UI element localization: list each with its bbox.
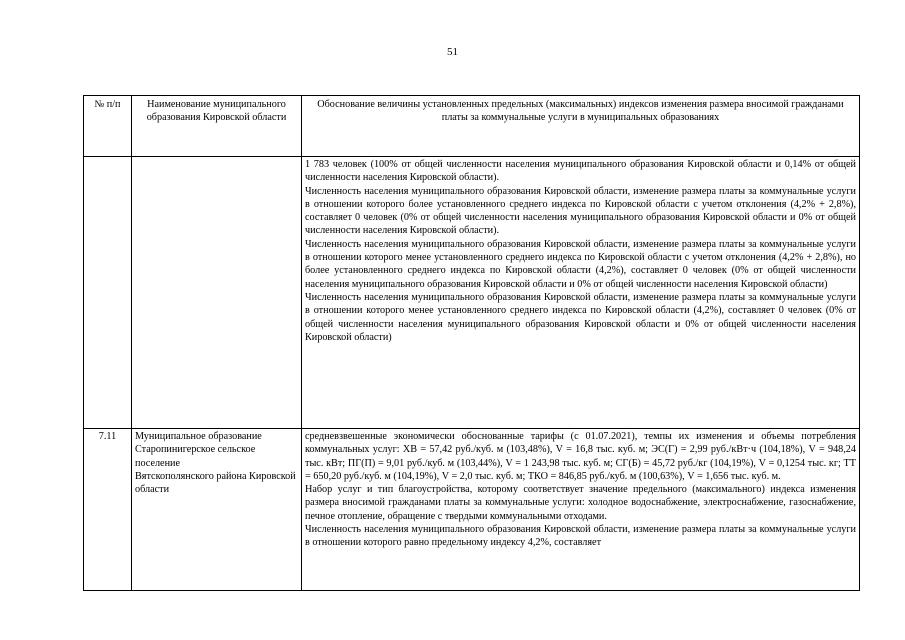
justification-cell <box>302 429 860 591</box>
header-justification: Обоснование величины установленных предельных (максимальных) индексов изменения размера вносимой гражданами платы за коммунальные услуги в муниципальных образованиях <box>302 96 860 157</box>
justification-paragraph: 1 783 человек (100% от общей численности населения муниципального образования Кировской области и 0,14% от общей численности населения Кировской области). <box>305 159 856 184</box>
row-number: 7.11 <box>84 429 132 591</box>
justification-paragraph: Численность населения муниципального образования Кировской области, изменение размера платы за коммунальные услуги в отношении которого менее установленного среднего индекса по Кировской области (4,2%), составляет 0 человек (0% от общей численности населения муниципального образования Кировской области и 0% от общей численности населения Кировской области) <box>305 291 856 343</box>
index-justification-table <box>83 95 860 591</box>
row-number <box>84 157 132 429</box>
justification-cell <box>302 157 860 429</box>
justification-paragraph: Численность населения муниципального образования Кировской области, изменение размера платы за коммунальные услуги в отношении которого равно предельному индексу 4,2%, составляет <box>305 524 856 549</box>
justification-paragraph: Набор услуг и тип благоустройства, которому соответствует значение предельного (максимального) индекса изменения размера вносимой гражданами платы за коммунальные услуги: холодное водоснабжение, электроснабжение, газоснабжение, печное отопление, обращение с твердыми коммунальными отходами. <box>305 484 856 522</box>
municipality-name-cell <box>132 157 302 429</box>
municipality-name-line: Старопинигерское сельское поселение <box>135 444 256 469</box>
table-header-row <box>84 96 860 157</box>
page-number: 51 <box>447 46 458 58</box>
header-number: № п/п <box>84 96 132 157</box>
table-row <box>84 157 860 429</box>
municipality-name-line: Муниципальное образование <box>135 431 262 442</box>
justification-paragraph: Численность населения муниципального образования Кировской области, изменение размера платы за коммунальные услуги в отношении которого менее установленного среднего индекса по Кировской области с учетом отклонения (4,2% + 2,8%), но более установленного среднего индекса по Кировской области (4,2%), составляет 0 человек (0% от общей численности населения муниципального образования Кировской области и 0% от общей численности населения Кировской области) <box>305 238 856 290</box>
municipality-name-line: Вятскополянского района Кировской области <box>135 470 296 496</box>
justification-paragraph: средневзвешенные экономически обоснованные тарифы (с 01.07.2021), темпы их изменения и объемы потребления коммунальных услуг: ХВ = 57,42 руб./куб. м (103,48%), V = 16,8 тыс. куб. м; ЭС(Г) = 2,99 руб./кВт·ч (104,18%), V = 948,24 тыс. кВт; ПГ(П) = 9,01 руб./куб. м (103,44%), V = 1 243,98 тыс. куб. м; СГ(Б) = 45,72 руб./кг (104,19%), V = 0,1254 тыс. кг; ТТ = 650,20 руб./куб. м (104,19%), V = 2,0 тыс. куб. м; ТКО = 846,85 руб./куб. м (100,63%), V = 1,656 тыс. куб. м. <box>305 431 856 482</box>
header-municipality-name: Наименование муниципального образования Кировской области <box>132 96 302 157</box>
table-row <box>84 429 860 591</box>
municipality-name-cell <box>132 429 302 591</box>
justification-paragraph: Численность населения муниципального образования Кировской области, изменение размера платы за коммунальные услуги в отношении которого более установленного среднего индекса по Кировской области с учетом отклонения (4,2% + 2,8%), составляет 0 человек (0% от общей численности населения муниципального образования Кировской области и 0% от общей численности населения Кировской области). <box>305 185 856 237</box>
